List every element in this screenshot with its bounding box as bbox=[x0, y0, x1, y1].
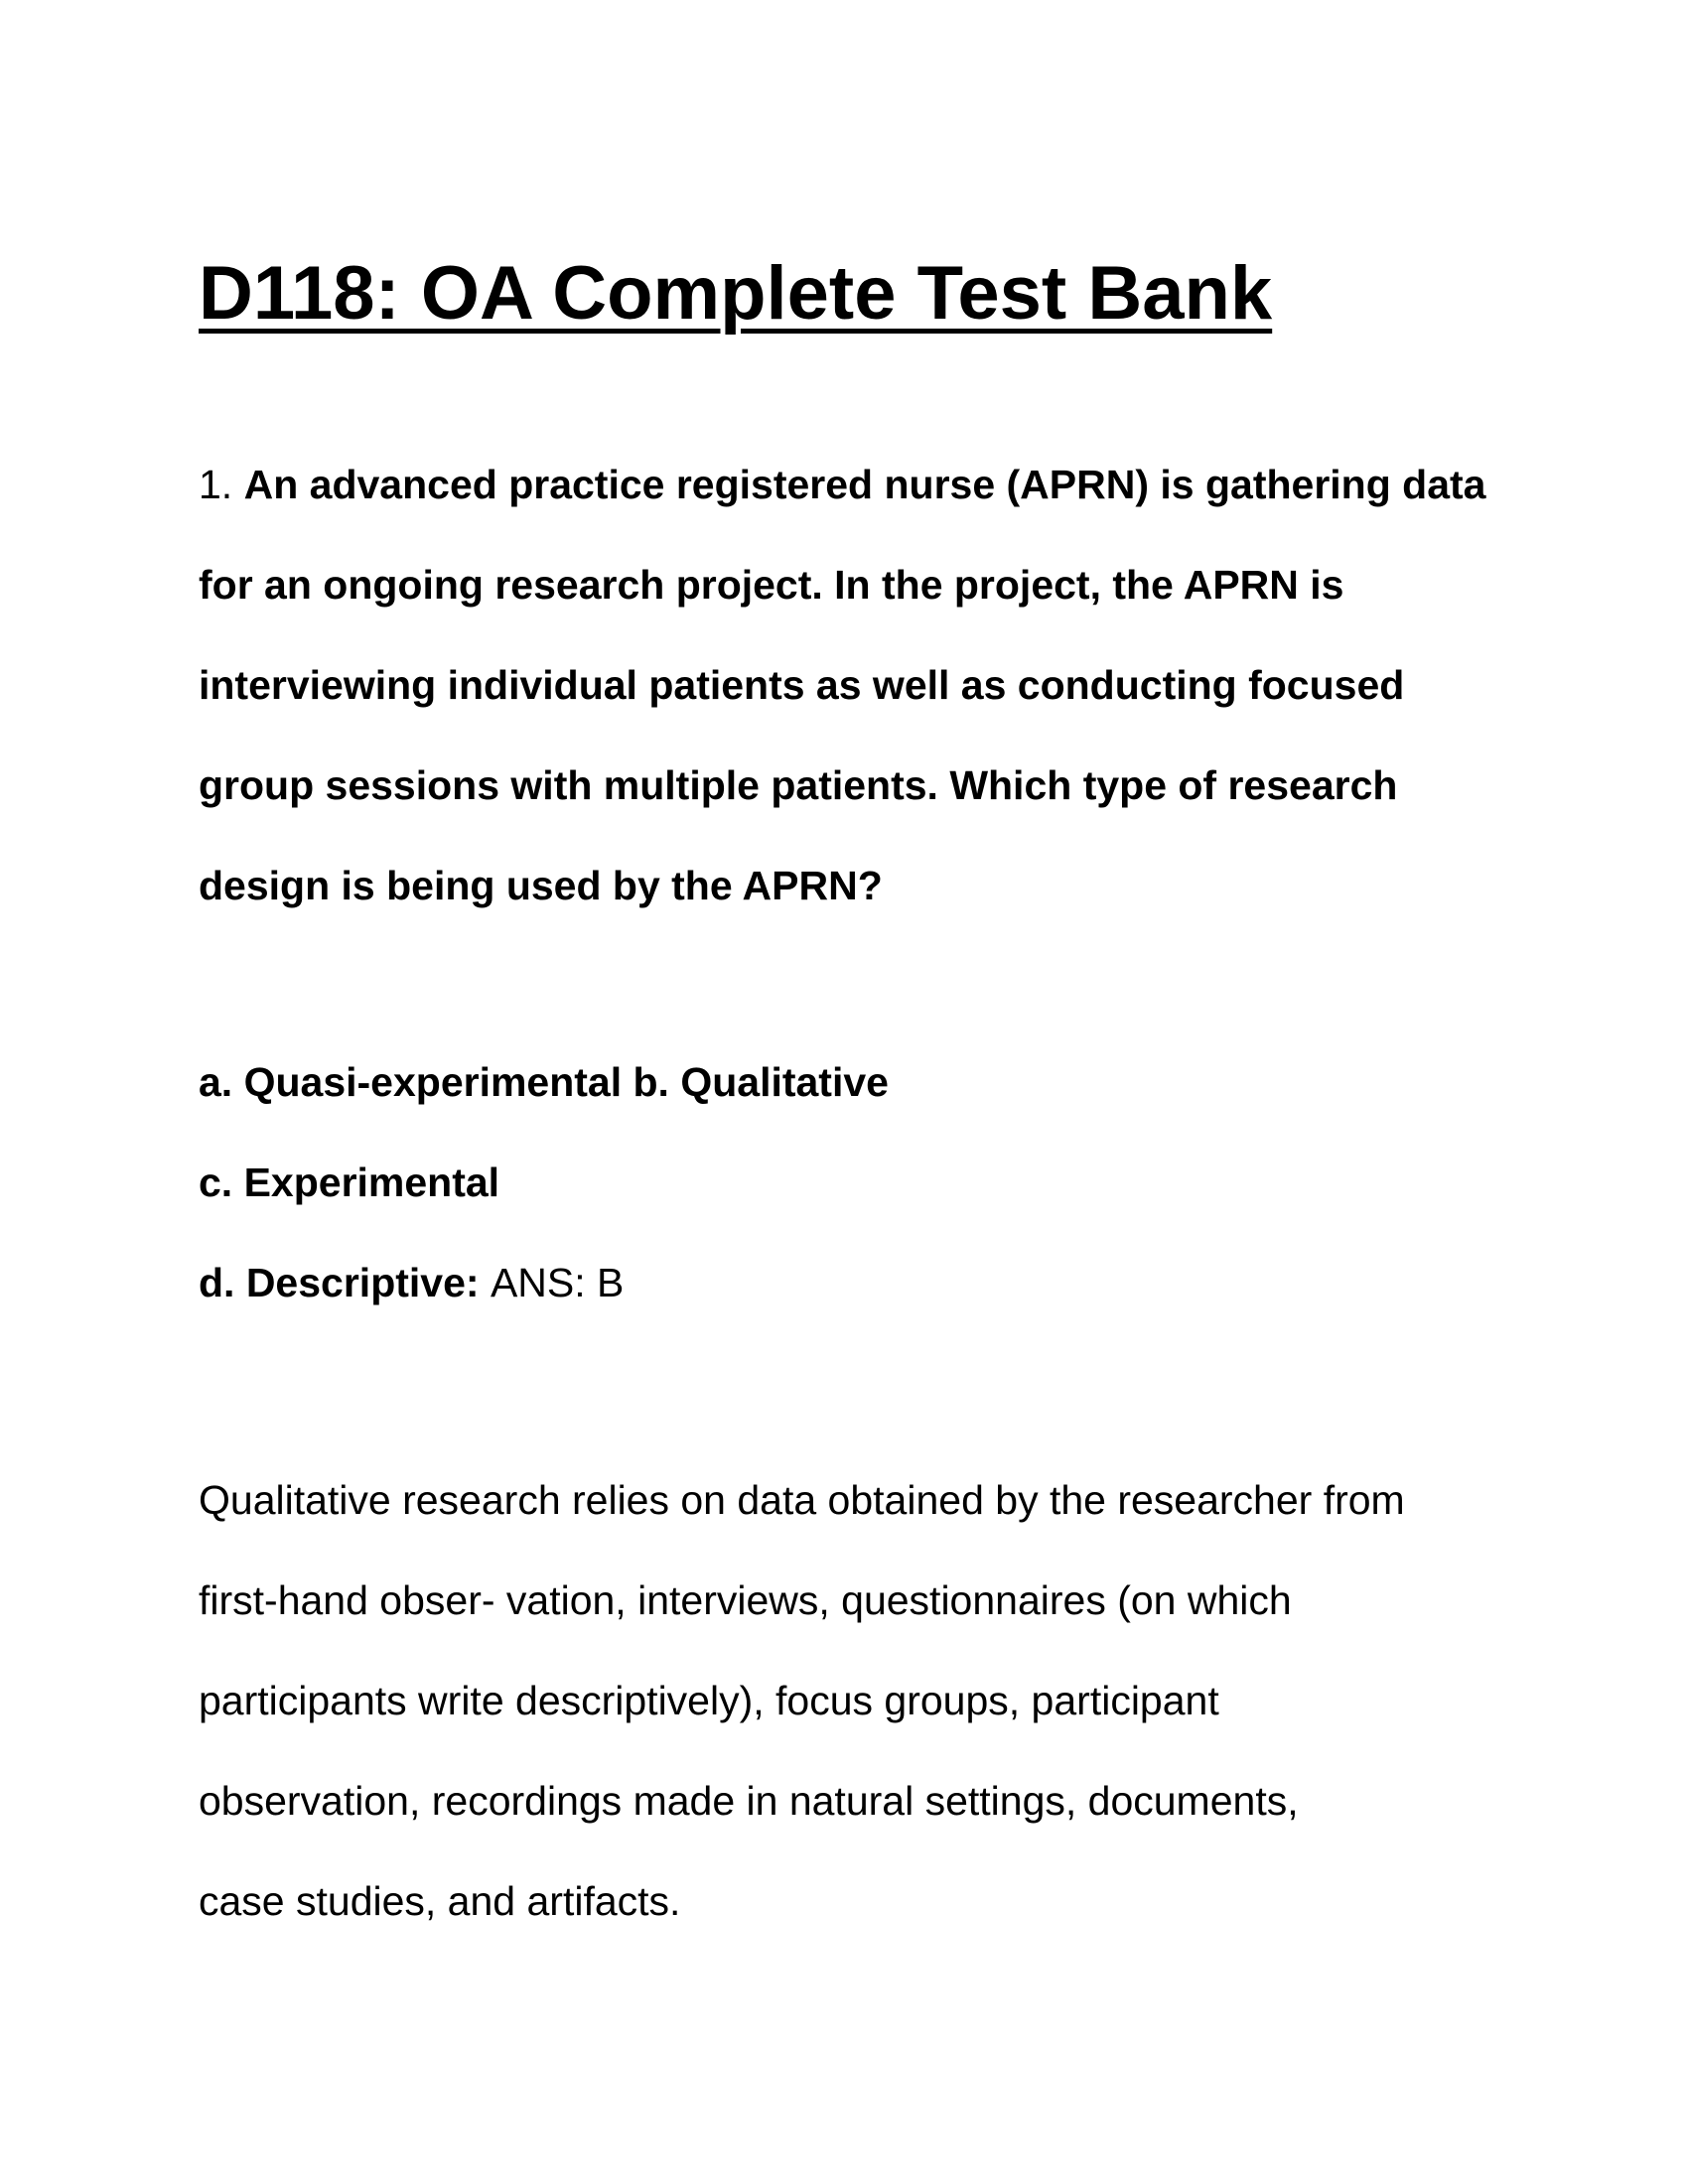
answer-options bbox=[199, 1032, 1489, 1333]
explanation-line: participants write descriptively), focus groups, participant bbox=[199, 1678, 1219, 1723]
explanation-line: observation, recordings made in natural settings, documents, bbox=[199, 1778, 1299, 1824]
option-d-label: d. Descriptive: bbox=[199, 1260, 480, 1305]
explanation-line: Qualitative research relies on data obtained by the researcher from bbox=[199, 1477, 1405, 1523]
question-number: 1. bbox=[199, 462, 233, 507]
explanation-line: first-hand obser- vation, interviews, questionnaires (on which bbox=[199, 1577, 1292, 1623]
answer-key: ANS: B bbox=[490, 1260, 625, 1305]
question-text: An advanced practice registered nurse (APRN) is gathering data for an ongoing research project. In the project, the APRN is interviewing individual patients as well as conducting focused group sessions with multiple patients. Which type of research design is being used by the APRN? bbox=[199, 462, 1486, 908]
option-line-a-b: a. Quasi-experimental b. Qualitative bbox=[199, 1059, 889, 1105]
explanation-line: case studies, and artifacts. bbox=[199, 1878, 681, 1924]
option-line-d bbox=[199, 1233, 1489, 1333]
option-line-c: c. Experimental bbox=[199, 1160, 500, 1205]
document-title: D118: OA Complete Test Bank bbox=[199, 251, 1273, 336]
answer-explanation bbox=[199, 1450, 1489, 1952]
question-1 bbox=[199, 435, 1489, 936]
